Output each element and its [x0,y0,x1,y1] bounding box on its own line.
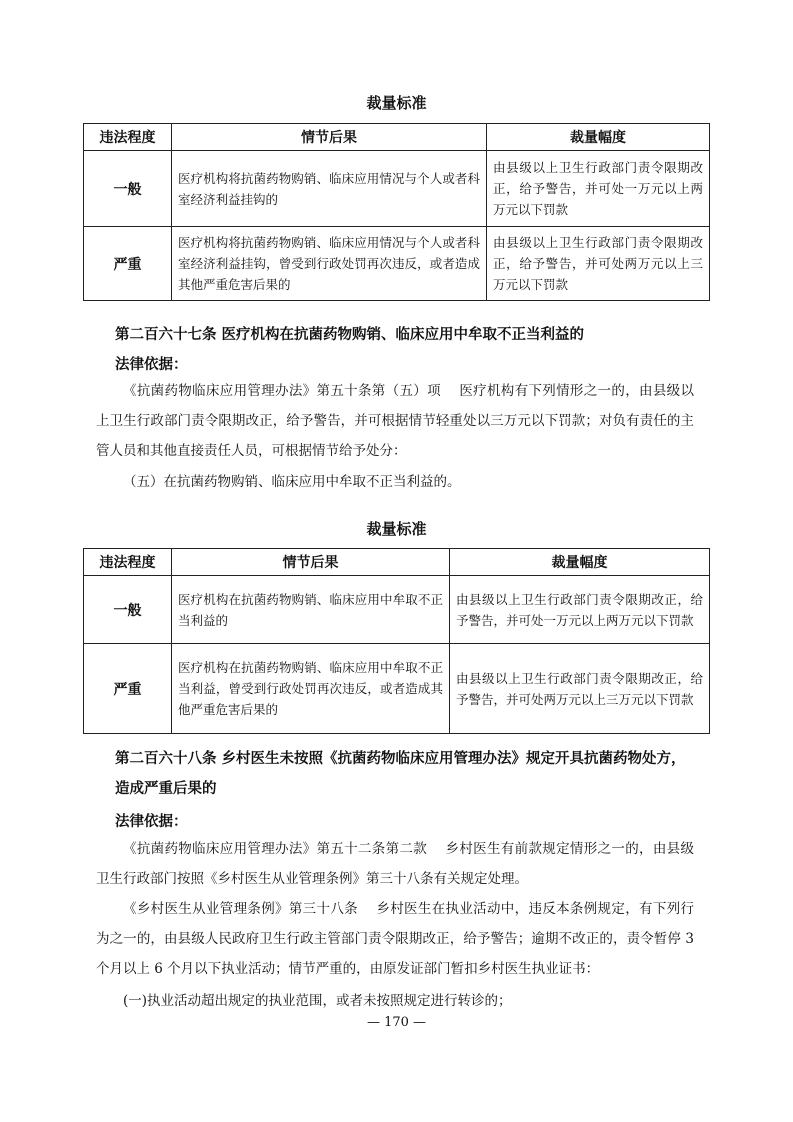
page-number: — 170 — [366,1015,427,1030]
circumstance-cell: 医疗机构将抗菌药物购销、临床应用情况与个人或者科室经济利益挂钩的 [172,151,487,227]
legal-basis-label: 法律依据： [115,814,188,830]
level-cell: 严重 [84,644,172,734]
table-header-row [84,124,710,151]
circumstance-cell: 医疗机构将抗菌药物购销、临床应用情况与个人或者科室经济利益挂钩，曾受到行政处罚再次违反，或者造成其他严重危害后果的 [172,227,487,301]
table-row [84,644,710,734]
header-discretion-range: 裁量幅度 [450,549,710,576]
discretion-cell: 由县级以上卫生行政部门责令限期改正，给予警告，并可处一万元以上两万元以下罚款 [450,576,710,644]
table-row [84,576,710,644]
header-violation-degree: 违法程度 [84,549,172,576]
article-267-paragraph-2: （五）在抗菌药物购销、临床应用中牟取不正当利益的。 [123,474,461,490]
level-cell: 一般 [84,576,172,644]
header-circumstances: 情节后果 [172,549,450,576]
table-row [84,151,710,227]
discretion-cell: 由县级以上卫生行政部门责令限期改正，给予警告，并可处一万元以上两万元以下罚款 [487,151,710,227]
article-268-paragraph-1: 《抗菌药物临床应用管理办法》第五十二条第二款 乡村医生有前款规定情形之一的，由县级卫生行政部门按照《乡村医生从业管理条例》第三十八条有关规定处理。 [96,841,694,887]
table-header-row [84,549,710,576]
discretion-cell: 由县级以上卫生行政部门责令限期改正，给予警告，并可处两万元以上三万元以下罚款 [487,227,710,301]
article-267-paragraph-1: 《抗菌药物临床应用管理办法》第五十条第（五）项 医疗机构有下列情形之一的，由县级以上卫生行政部门责令限期改正，给予警告，并可根据情节轻重处以三万元以下罚款；对负有责任的主管人员和其他直接责任人员，可根据情节给予处分： [96,383,694,459]
header-discretion-range: 裁量幅度 [487,124,710,151]
discretion-table-1 [83,123,710,301]
table1-title: 裁量标准 [366,94,427,112]
level-cell: 一般 [84,151,172,227]
circumstance-cell: 医疗机构在抗菌药物购销、临床应用中牟取不正当利益，曾受到行政处罚再次违反，或者造成其他严重危害后果的 [172,644,450,734]
article-268-title: 第二百六十八条 乡村医生未按照《抗菌药物临床应用管理办法》规定开具抗菌药物处方，造成严重后果的 [115,751,686,797]
header-circumstances: 情节后果 [172,124,487,151]
level-cell: 严重 [84,227,172,301]
discretion-cell: 由县级以上卫生行政部门责令限期改正，给予警告，并可处两万元以上三万元以下罚款 [450,644,710,734]
article-267-title: 第二百六十七条 医疗机构在抗菌药物购销、临床应用中牟取不正当利益的 [115,327,585,343]
circumstance-cell: 医疗机构在抗菌药物购销、临床应用中牟取不正当利益的 [172,576,450,644]
discretion-table-2 [83,548,710,734]
table-row [84,227,710,301]
table2-title: 裁量标准 [366,520,427,538]
header-violation-degree: 违法程度 [84,124,172,151]
article-268-paragraph-2: 《乡村医生从业管理条例》第三十八条 乡村医生在执业活动中，违反本条例规定，有下列行为之一的，由县级人民政府卫生行政主管部门责令限期改正，给予警告；逾期不改正的，责令暂停 3 个月以上 6 个月以下执业活动；情节严重的，由原发证部门暂扣乡村医生执业证书： [96,901,694,977]
article-268-paragraph-3: (一)执业活动超出规定的执业范围，或者未按照规定进行转诊的； [123,993,512,1009]
legal-basis-label: 法律依据： [115,357,188,373]
